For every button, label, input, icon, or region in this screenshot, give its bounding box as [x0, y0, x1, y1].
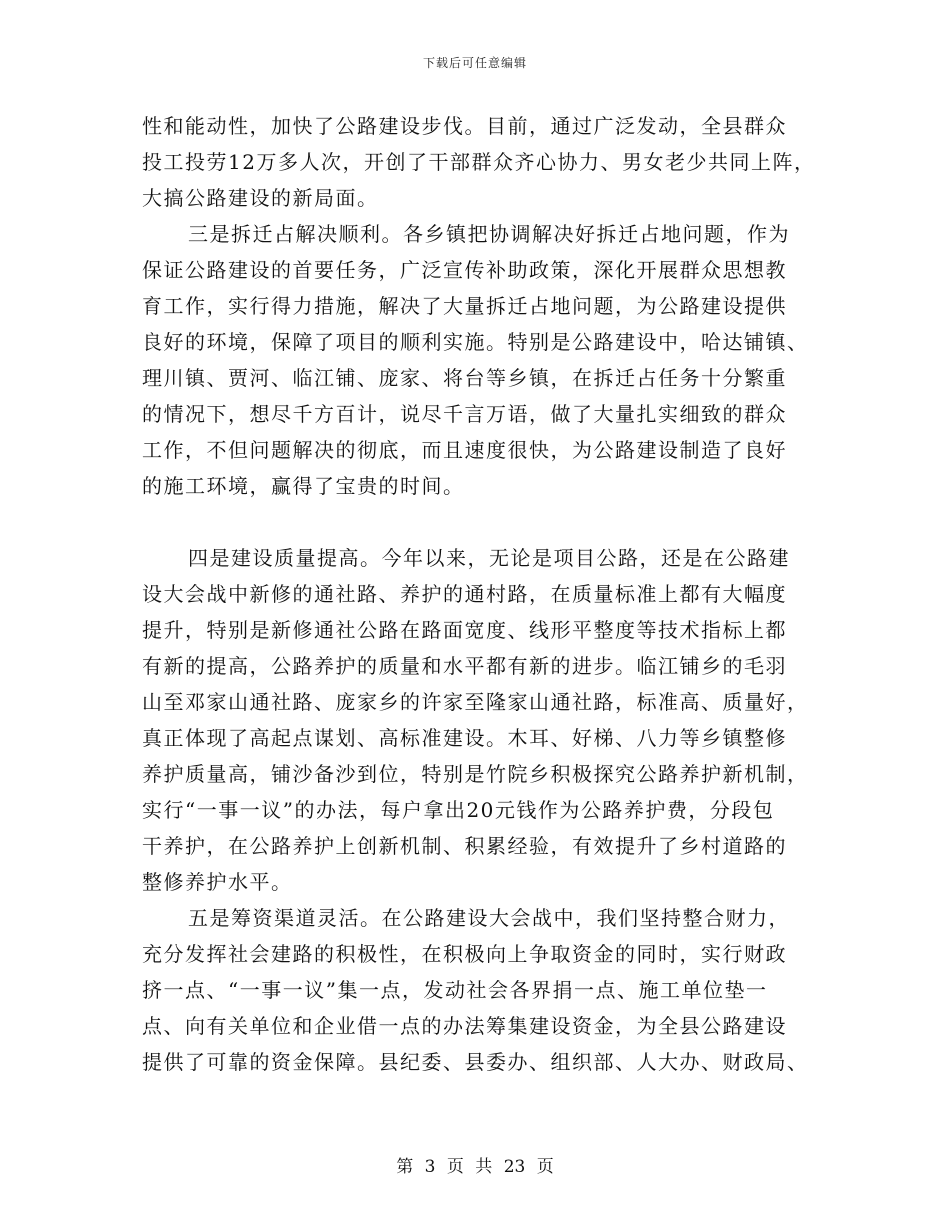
text-line: 提升，特别是新修通社公路在路面宽度、线形平整度等技术指标上都	[142, 618, 787, 642]
text-line: 投工投劳12万多人次，开创了干部群众齐心协力、男女老少共同上阵，	[142, 150, 816, 174]
text-line: 实行“一事一议”的办法，每户拿出20元钱作为公路养护费，分段包	[142, 798, 775, 822]
text-line: 挤一点、“一事一议”集一点，发动社会各界捐一点、施工单位垫一	[142, 978, 768, 1002]
text-line: 点、向有关单位和企业借一点的办法筹集建设资金，为全县公路建设	[142, 1014, 787, 1038]
paragraph	[142, 900, 812, 1080]
text-line: 有新的提高，公路养护的质量和水平都有新的进步。临江铺乡的毛羽	[142, 654, 787, 678]
text-line: 良好的环境，保障了项目的顺利实施。特别是公路建设中，哈达铺镇、	[142, 330, 809, 354]
text-line: 工作，不但问题解决的彻底，而且速度很快，为公路建设制造了良好	[142, 438, 787, 462]
text-line: 养护质量高，铺沙备沙到位，特别是竹院乡积极探究公路养护新机制，	[142, 762, 809, 786]
page-header: 下载后可任意编辑	[422, 56, 527, 70]
paragraph	[142, 108, 816, 216]
text-line: 设大会战中新修的通社路、养护的通村路，在质量标准上都有大幅度	[142, 582, 787, 606]
document-body	[142, 108, 816, 1080]
page-number-footer: 第 3 页 共 23 页	[396, 1157, 554, 1177]
paragraph	[142, 216, 812, 504]
text-line: 理川镇、贾河、临江铺、庞家、将台等乡镇，在拆迁占任务十分繁重	[142, 366, 787, 390]
text-line: 的施工环境，赢得了宝贵的时间。	[142, 474, 465, 498]
text-line: 的情况下，想尽千方百计，说尽千言万语，做了大量扎实细致的群众	[142, 402, 787, 426]
text-line: 山至邓家山通社路、庞家乡的许家至隆家山通社路，标准高、质量好，	[142, 690, 809, 714]
text-line: 性和能动性，加快了公路建设步伐。目前，通过广泛发动，全县群众	[142, 114, 787, 138]
text-line: 大搞公路建设的新局面。	[142, 186, 379, 210]
text-line: 五是筹资渠道灵活。在公路建设大会战中，我们坚持整合财力，	[188, 906, 790, 930]
text-line: 充分发挥社会建路的积极性，在积极向上争取资金的同时，实行财政	[142, 942, 787, 966]
text-line: 整修养护水平。	[142, 870, 293, 894]
text-line: 干养护，在公路养护上创新机制、积累经验，有效提升了乡村道路的	[142, 834, 787, 858]
paragraph-gap	[142, 504, 812, 540]
text-line: 保证公路建设的首要任务，广泛宣传补助政策，深化开展群众思想教	[142, 258, 787, 282]
text-line: 提供了可靠的资金保障。县纪委、县委办、组织部、人大办、财政局、	[142, 1050, 809, 1074]
text-line: 真正体现了高起点谋划、高标准建设。木耳、好梯、八力等乡镇整修	[142, 726, 787, 750]
paragraph	[142, 540, 812, 900]
text-line: 三是拆迁占解决顺利。各乡镇把协调解决好拆迁占地问题，作为	[188, 222, 790, 246]
text-line: 育工作，实行得力措施，解决了大量拆迁占地问题，为公路建设提供	[142, 294, 787, 318]
text-line: 四是建设质量提高。今年以来，无论是项目公路，还是在公路建	[188, 546, 790, 570]
